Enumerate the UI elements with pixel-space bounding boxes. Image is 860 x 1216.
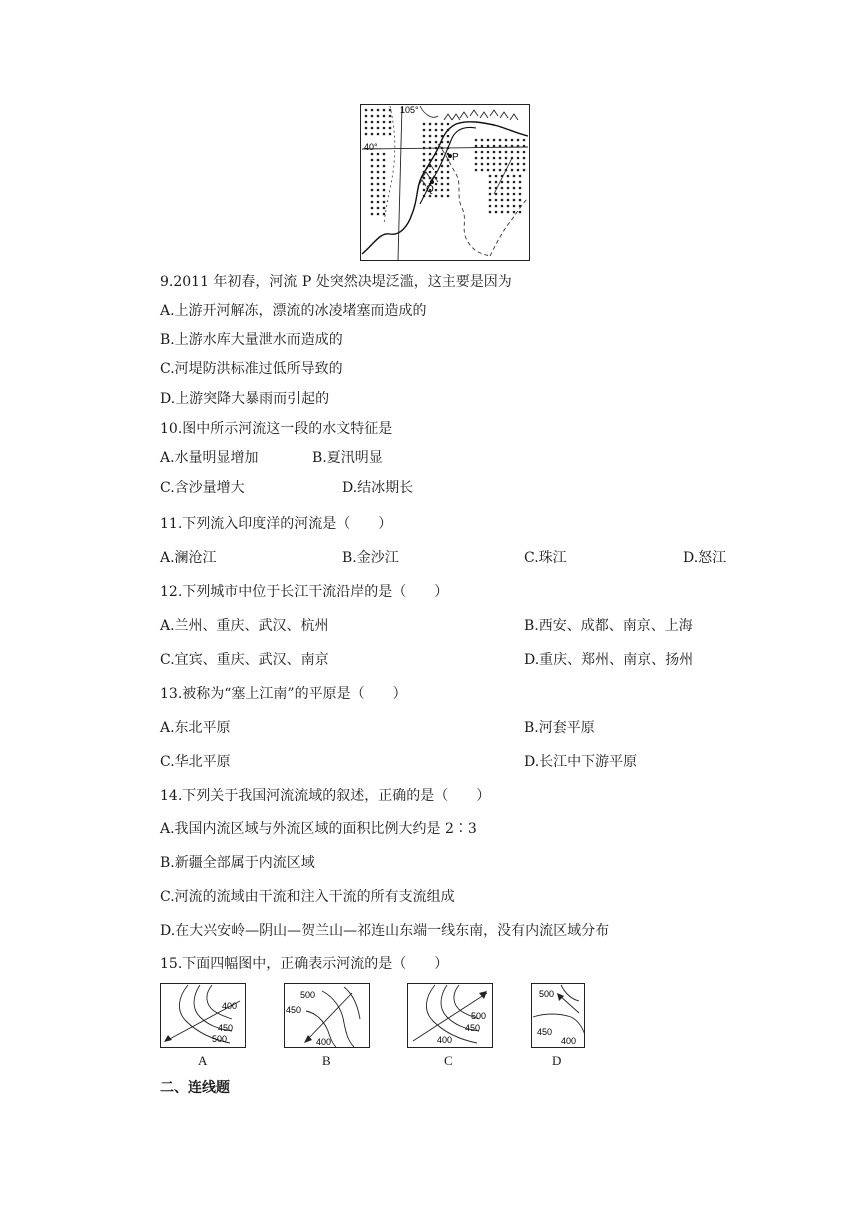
q10-option-b: B.夏汛明显 bbox=[312, 450, 383, 466]
q9-stem: 9.2011 年初春，河流 P 处突然决堤泛滥，这主要是因为 bbox=[160, 274, 512, 290]
q11-option-b: B.金沙江 bbox=[342, 550, 399, 566]
q14-stem: 14.下列关于我国河流流域的叙述，正确的是（ ） bbox=[160, 788, 491, 804]
q15-caption-a: A bbox=[198, 1053, 208, 1068]
q9-option-c: C.河堤防洪标准过低所导致的 bbox=[160, 361, 343, 377]
svg-text:500: 500 bbox=[212, 1034, 228, 1044]
q10-option-d: D.结冰期长 bbox=[342, 480, 414, 496]
section-2-heading: 二、连线题 bbox=[160, 1080, 230, 1096]
contour-diagram-a bbox=[160, 983, 246, 1049]
q12-stem: 12.下列城市中位于长江干流沿岸的是（ ） bbox=[160, 584, 449, 600]
svg-text:500: 500 bbox=[539, 989, 555, 999]
q13-option-c: C.华北平原 bbox=[160, 754, 231, 770]
point-p-label: P bbox=[452, 152, 459, 163]
q13-stem: 13.被称为“塞上江南”的平原是（ ） bbox=[160, 686, 407, 702]
q9-option-d: D.上游突降大暴雨而引起的 bbox=[160, 391, 330, 407]
svg-text:400: 400 bbox=[316, 1037, 332, 1047]
contour-diagram-b bbox=[284, 983, 370, 1049]
q14-option-b: B.新疆全部属于内流区域 bbox=[160, 855, 315, 871]
q11-stem: 11.下列流入印度洋的河流是（ ） bbox=[160, 516, 393, 532]
q15-caption-c: C bbox=[444, 1053, 453, 1068]
svg-text:400: 400 bbox=[561, 1036, 577, 1046]
q12-option-b: B.西安、成都、南京、上海 bbox=[524, 618, 693, 634]
svg-text:500: 500 bbox=[300, 990, 316, 1000]
q15-caption-b: B bbox=[322, 1053, 331, 1068]
q12-option-c: C.宜宾、重庆、武汉、南京 bbox=[160, 652, 329, 668]
svg-text:450: 450 bbox=[286, 1005, 302, 1015]
longitude-label: 105° bbox=[400, 105, 419, 115]
q11-option-d: D.怒江 bbox=[683, 550, 727, 566]
q9-option-b: B.上游水库大量泄水而造成的 bbox=[160, 332, 343, 348]
svg-text:500: 500 bbox=[471, 1011, 487, 1021]
q10-stem: 10.图中所示河流这一段的水文特征是 bbox=[160, 421, 393, 437]
q10-option-c: C.含沙量增大 bbox=[160, 480, 245, 496]
q13-option-d: D.长江中下游平原 bbox=[524, 754, 638, 770]
river-map-figure bbox=[360, 104, 530, 262]
svg-text:400: 400 bbox=[222, 1001, 238, 1011]
point-q-label: Q bbox=[426, 184, 434, 195]
q12-option-d: D.重庆、郑州、南京、扬州 bbox=[524, 652, 694, 668]
q14-option-d: D.在大兴安岭—阴山—贺兰山—祁连山东端一线东南，没有内流区域分布 bbox=[160, 923, 610, 939]
q10-option-a: A.水量明显增加 bbox=[160, 450, 259, 466]
q11-option-c: C.珠江 bbox=[524, 550, 567, 566]
q11-option-a: A.澜沧江 bbox=[160, 550, 217, 566]
svg-text:400: 400 bbox=[437, 1035, 453, 1045]
q15-caption-d: D bbox=[552, 1053, 562, 1068]
q9-option-a: A.上游开河解冻，漂流的冰凌堵塞而造成的 bbox=[160, 303, 427, 319]
q15-stem: 15.下面四幅图中，正确表示河流的是（ ） bbox=[160, 956, 449, 972]
contour-diagram-c bbox=[407, 983, 493, 1049]
svg-text:450: 450 bbox=[465, 1023, 481, 1033]
latitude-label: 40° bbox=[364, 142, 378, 152]
q13-option-b: B.河套平原 bbox=[524, 720, 595, 736]
q14-option-a: A.我国内流区域与外流区域的面积比例大约是 2∶3 bbox=[160, 821, 477, 837]
svg-text:450: 450 bbox=[537, 1027, 553, 1037]
q14-option-c: C.河流的流域由干流和注入干流的所有支流组成 bbox=[160, 889, 455, 905]
q12-option-a: A.兰州、重庆、武汉、杭州 bbox=[160, 618, 329, 634]
q13-option-a: A.东北平原 bbox=[160, 720, 231, 736]
svg-text:450: 450 bbox=[218, 1023, 234, 1033]
contour-diagram-d bbox=[531, 983, 585, 1049]
